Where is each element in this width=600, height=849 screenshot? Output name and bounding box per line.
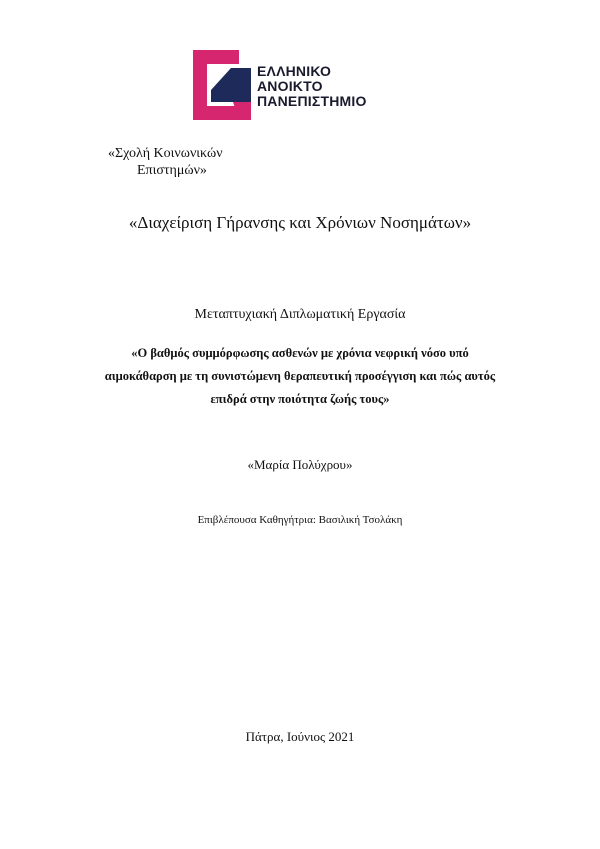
place-date: Πάτρα, Ιούνιος 2021: [245, 729, 355, 744]
author-name: «Μαρία Πολύχρου»: [247, 457, 353, 472]
logo-line-2: ΑΝΟΙΚΤΟ: [257, 78, 323, 94]
supervisor: Επιβλέπουσα Καθηγήτρια: Βασιλική Τσολάκη: [197, 514, 403, 526]
university-logo: [193, 50, 383, 122]
logo-wordmark: [257, 64, 367, 109]
school-name: [108, 145, 223, 179]
thesis-title: [84, 342, 516, 411]
school-name-line-1: «Σχολή Κοινωνικών: [108, 146, 223, 161]
thesis-type: Μεταπτυχιακή Διπλωματική Εργασία: [194, 307, 406, 322]
thesis-title-line-3: επιδρά στην ποιότητα ζωής τους»: [210, 392, 390, 406]
logo-line-3: ΠΑΝΕΠΙΣΤΗΜΙΟ: [257, 93, 367, 109]
school-name-line-2: Επιστημών»: [137, 163, 207, 178]
program-title: «Διαχείριση Γήρανσης και Χρόνιων Νοσημάτων»: [128, 213, 472, 232]
thesis-title-line-2: αιμοκάθαρση με τη συνιστώμενη θεραπευτική προσέγγιση και πώς αυτός: [104, 369, 496, 383]
logo-line-1: ΕΛΛΗΝΙΚΟ: [257, 63, 332, 79]
eap-logo-mark-icon: [193, 50, 253, 120]
thesis-title-line-1: «Ο βαθμός συμμόρφωσης ασθενών με χρόνια νεφρική νόσο υπό: [131, 346, 469, 360]
